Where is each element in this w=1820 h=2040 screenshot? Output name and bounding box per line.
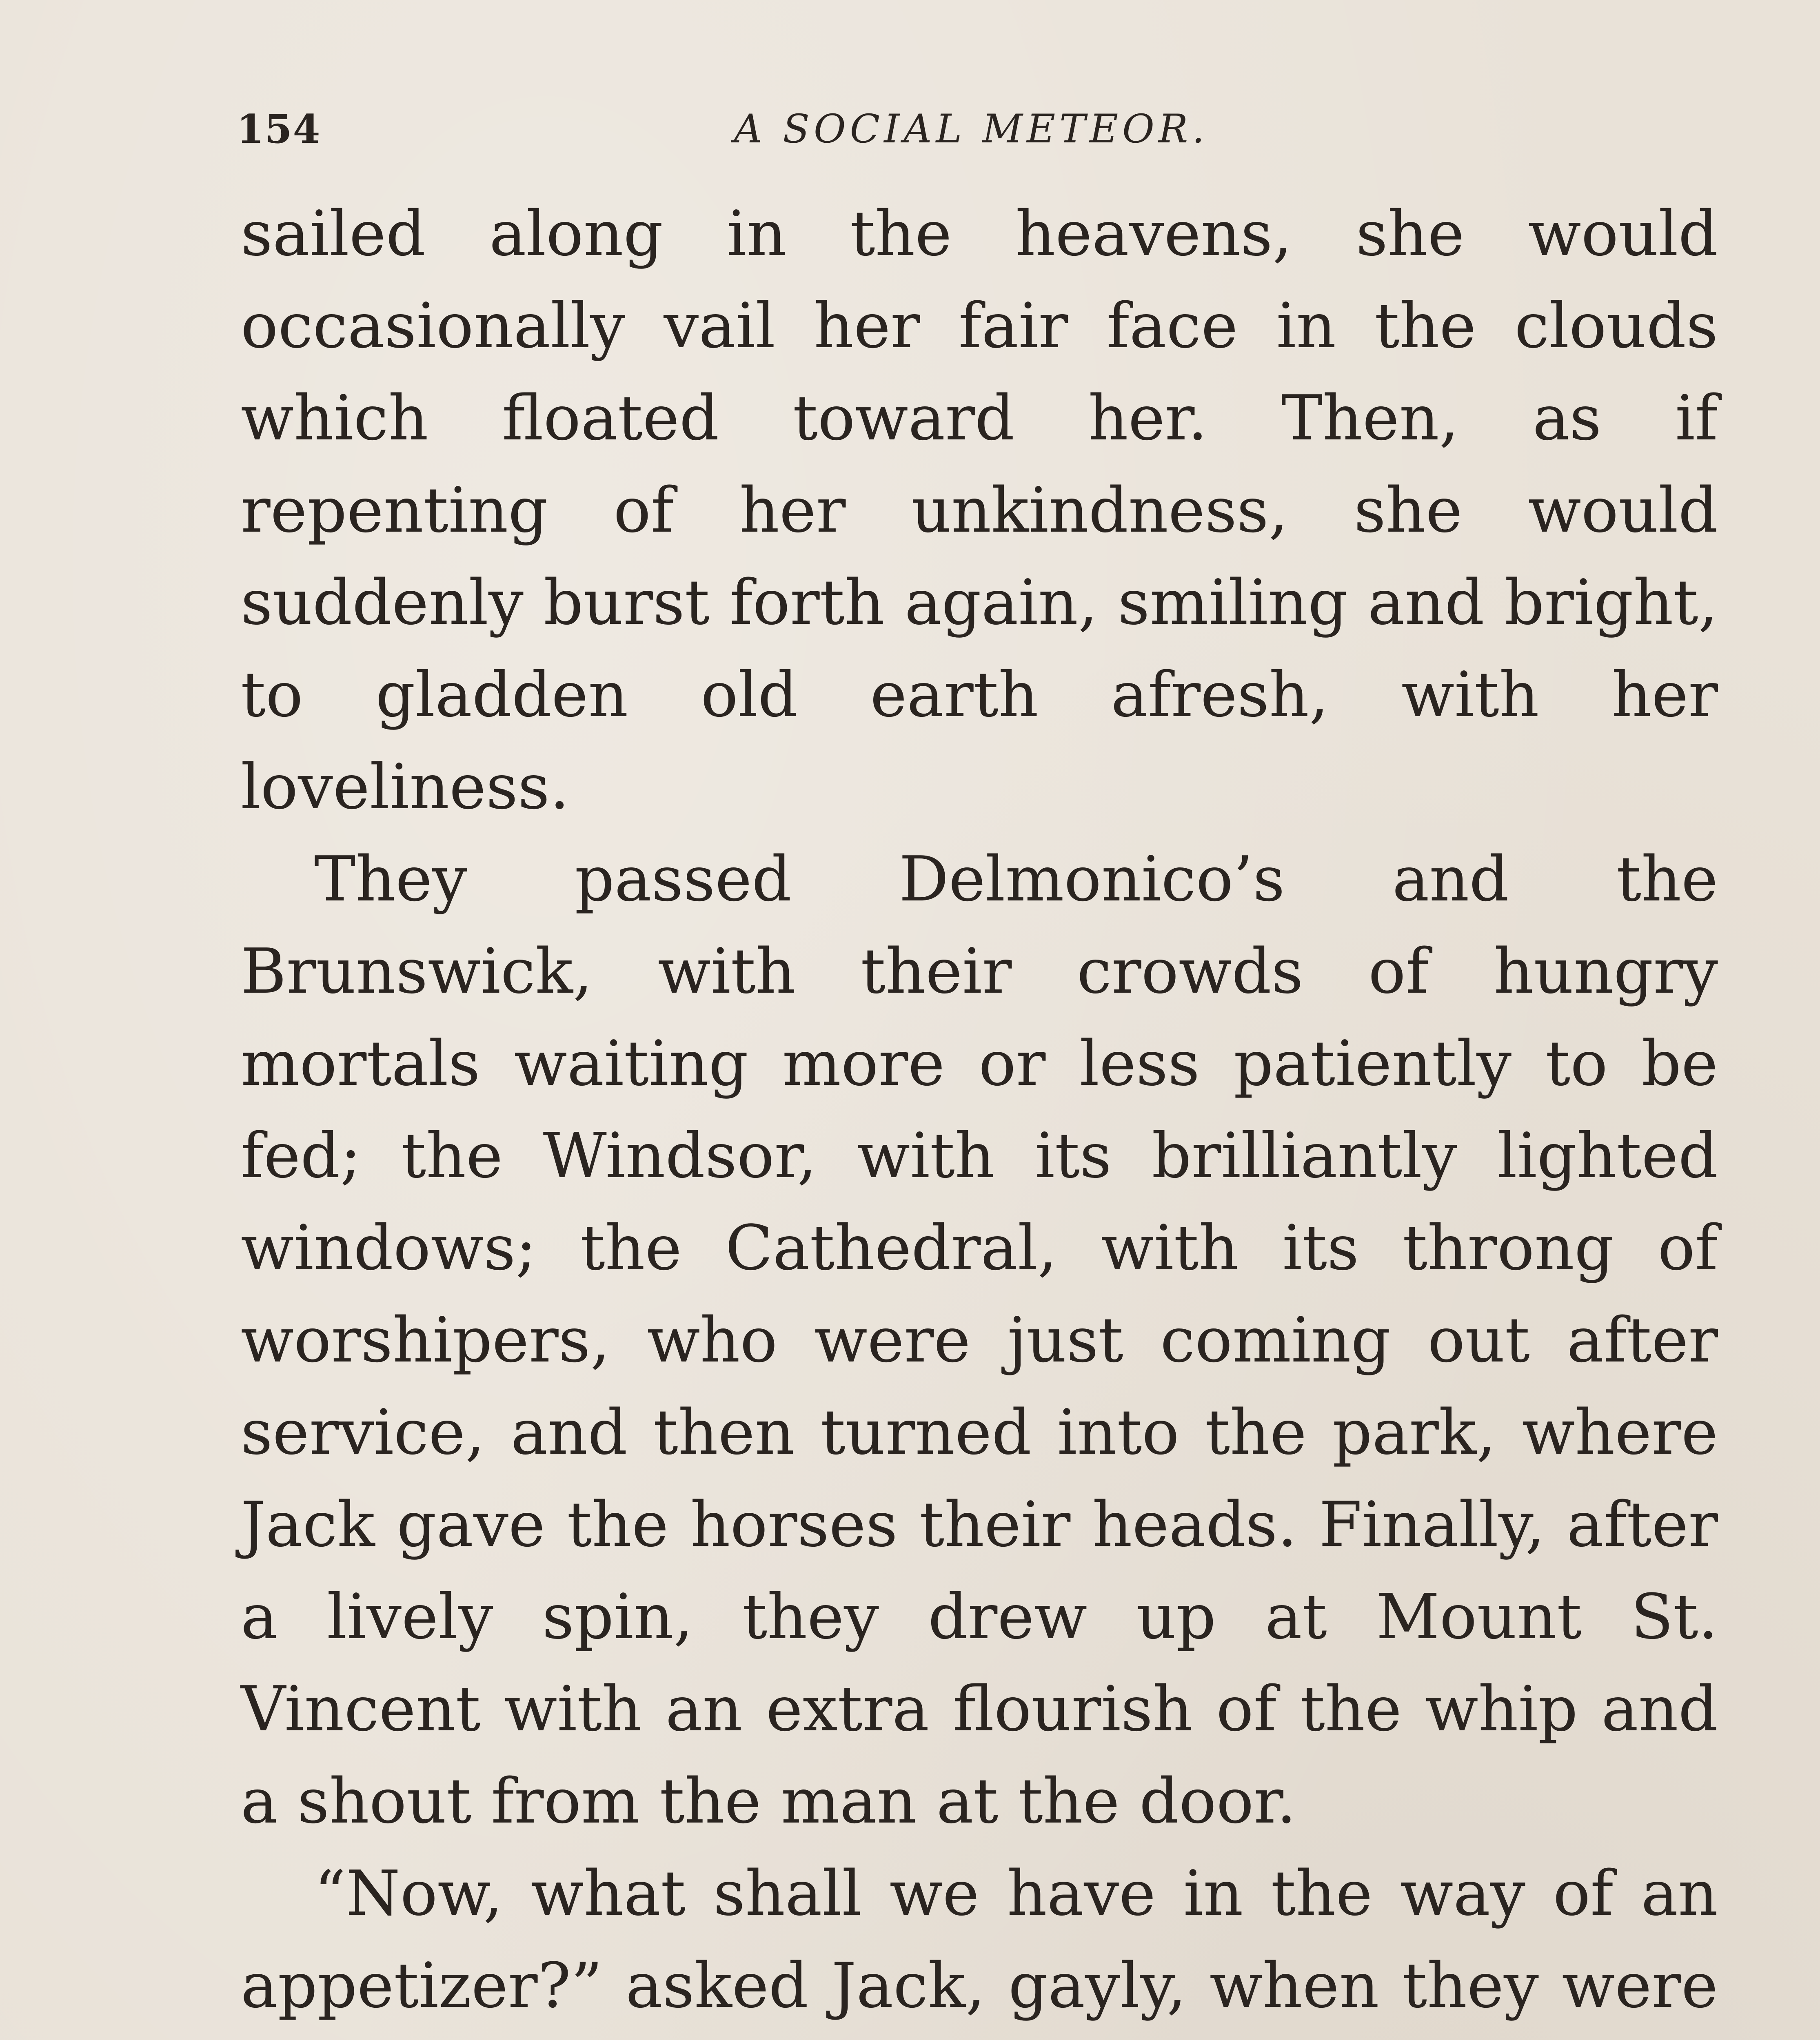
paragraph: They passed Delmonico’s and the Brunswick, with their crowds of hungry mortals waiting more or less patiently to be fed; the Windsor, with its brilliantly lighted windows; the Cathedral, with its throng of worshipers, who were just coming out after service, and then turned into the park, where Jack gave the horses their heads. Finally, after a lively spin, they drew up at Mount St. Vincent with an extra flourish of the whip and a shout from the man at the door. xyxy=(241,843,1718,1837)
paragraph: sailed along in the heavens, she would occasionally vail her fair face in the clouds which floated toward her. Then, as if repenting of her unkindness, she would suddenly burst forth again, smiling and bright, to gladden old earth afresh, with her loveliness. xyxy=(241,197,1718,823)
running-header xyxy=(237,98,1706,163)
body-text xyxy=(241,188,1718,2040)
paragraph: “Now, what shall we have in the way of an appetizer?” asked Jack, gayly, when they were xyxy=(241,1857,1718,2022)
page-number: 154 xyxy=(237,106,321,152)
running-title: A SOCIAL METEOR. xyxy=(734,106,1209,152)
